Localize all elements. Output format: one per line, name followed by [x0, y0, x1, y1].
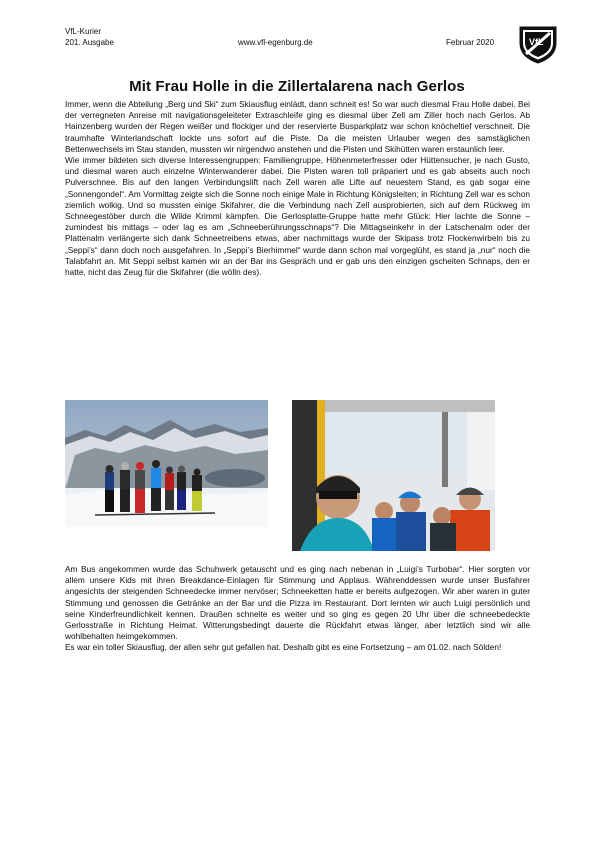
- article-title: Mit Frau Holle in die Zillertalarena nach Gerlos: [129, 78, 465, 95]
- paragraph: Es war ein toller Skiausflug, der allen sehr gut gefallen hat. Deshalb gibt es eine Fortsetzung – am 01.02. nach Sölden!: [65, 642, 502, 653]
- header-left: [65, 27, 114, 48]
- photo-gondola-selfie: [292, 400, 495, 551]
- issue-number: 201. Ausgabe: [65, 37, 114, 47]
- club-logo: [517, 23, 559, 65]
- photo-ski-group-mountains: [65, 400, 268, 527]
- paragraph: Immer, wenn die Abteilung „Berg und Ski“ zum Skiausflug einlädt, dann schneit es! So war auch diesmal Frau Holle dabei. Bei der verregneten Anreise mit navigationsgeleiteter Extraschleife ging es diesmal über Zell am Ziller hoch nach Gerlos. Ab Hainzenberg wurden der Regen weißer und flockiger und der reservierte Busparkplatz war schon knöcheltief verschneit. Die traumhafte Winterlandschaft lockte uns sofort auf die Piste. Da die meisten Urlauber wegen des samstäglichen Bettenwechsels im Stau standen, mussten wir nirgendwo anstehen und die Pisten und Skihütten waren erstaunlich leer.: [65, 99, 530, 154]
- article-body-top: [65, 99, 530, 278]
- paragraph: Wie immer bildeten sich diverse Interessengruppen: Familiengruppe, Höhenmeterfresser oder Hüttensucher, je nach Gusto, und diesmal waren auch einzelne Winterwanderer dabei. Die Pisten waren toll präpariert und es gab abseits auch noch Pulverschnee. Bis auf den langen Verbindungslift nach Zell waren alle Lifte auf neuestem Stand, es gab sogar eine „Sonnengondel“. Am Vormittag zeigte sich die Sonne noch einige Male in Richtung Königsleiten; in Richtung Zell war es schon ziemlich wolkig. Und so mussten einige Skifahrer, die die Verbindung nach Zell ausprobierten, sich auf dem Rückweg im Schneegestöber durch die Wilde Krimml kämpfen. Die Gerlosplatte-Gruppe hatte mehr Glück: Hier lachte die Sonne – zumindest bis mittags – oder lag es am „Schneeberührungsschnaps“? Die Mittagseinkehr in der Latschenalm oder der Plattenalm verlängerte sich dank Schneetreibens etwas, aber nachmittags wurde der Skipass trotz Flockenwirbeln bis zu „Seppi’s“ dann doch noch ausgefahren. In „Seppi’s Bierhimmel“ wurde dann schon mal vorgeglüht, es stand ja „nur“ noch die Talabfahrt an. Mit Seppi selbst kamen wir an der Bar ins Gespräch und er gab uns den einzigen gscheiten Schnaps, den er hatte, nicht das Zeug für die Skifahrer (die wölln des).: [65, 155, 530, 278]
- issue-date: Februar 2020: [446, 38, 495, 47]
- paragraph: Am Bus angekommen wurde das Schuhwerk getauscht und es ging nach nebenan in „Luigi’s Turbobar“. Hier sorgten vor allem unsere Kids mit ihren Breakdance-Einlagen für Stimmung und Applaus. Währenddessen wurde unser Busfahrer angesichts der steigenden Schneedecke immer nervöser; Schneeketten hatte er bereits aufgezogen. Wir aber waren in guter Stimmung und genossen die Getränke an der Bar und die Pizza im Restaurant. Dort lernten wir auch Luigi persönlich und seine Kinderfreundlichkeit kennen. Draußen schneite es weiter und so ging es gegen 20 Uhr über die schneebedeckte Gerlosstraße in Richtung Heimat. Witterungsbedingt dauerte die Rückfahrt etwas länger, aber letztlich sind wir alle wohlbehalten heimgekommen.: [65, 564, 530, 642]
- logo-text: VfL: [529, 37, 544, 47]
- article-body-bottom: [65, 564, 530, 654]
- publication-name: VfL-Kurier: [65, 27, 102, 36]
- website-link[interactable]: www.vfl-egenburg.de: [238, 38, 313, 47]
